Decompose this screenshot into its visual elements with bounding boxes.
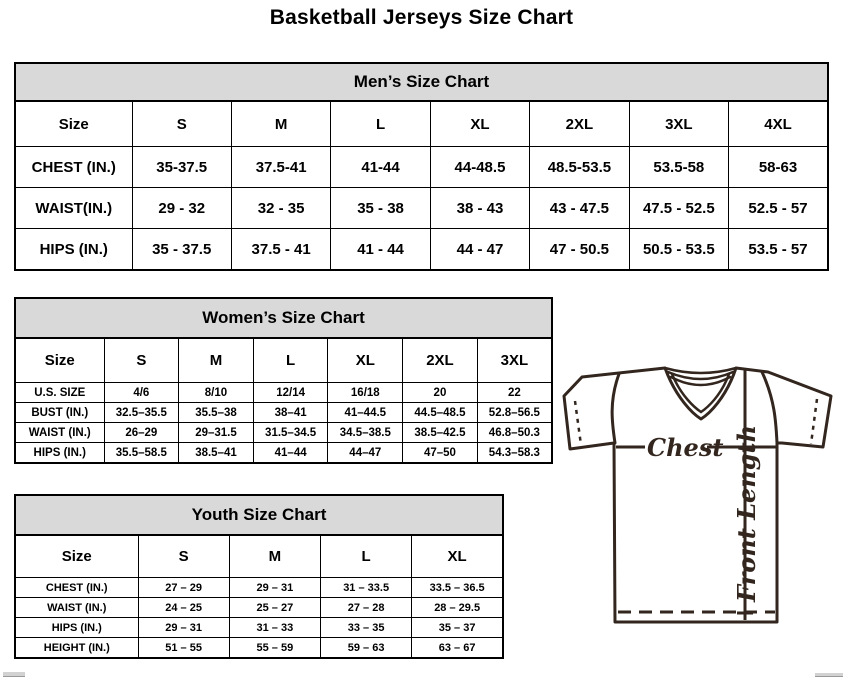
mens-value-cell: 48.5-53.5 — [530, 147, 629, 188]
cuff-stitch-left — [575, 401, 581, 445]
youth-size-header: Size — [15, 535, 138, 578]
mens-value-cell: 41 - 44 — [331, 229, 430, 271]
youth-value-cell: 33 – 35 — [321, 618, 412, 638]
womens-row-label: BUST (IN.) — [15, 403, 104, 423]
armhole-seam-right — [762, 372, 777, 443]
youth-value-cell: 28 – 29.5 — [412, 598, 503, 618]
mens-table-title: Men’s Size Chart — [15, 63, 828, 101]
youth-value-cell: 29 – 31 — [229, 578, 320, 598]
womens-value-cell: 35.5–38 — [179, 403, 254, 423]
youth-size-chart-table — [14, 494, 504, 659]
youth-row-label: HEIGHT (IN.) — [15, 638, 138, 659]
mens-value-cell: 44 - 47 — [430, 229, 529, 271]
womens-value-cell: 38.5–42.5 — [403, 423, 478, 443]
youth-table-title: Youth Size Chart — [15, 495, 503, 535]
mens-col-xl: XL — [430, 101, 529, 147]
womens-value-cell: 31.5–34.5 — [253, 423, 328, 443]
youth-col-l: L — [321, 535, 412, 578]
mens-col-l: L — [331, 101, 430, 147]
womens-value-cell: 26–29 — [104, 423, 179, 443]
youth-value-cell: 27 – 28 — [321, 598, 412, 618]
mens-row-label: HIPS (IN.) — [15, 229, 132, 271]
scrollbar-fragment-right[interactable] — [815, 673, 843, 677]
youth-value-cell: 25 – 27 — [229, 598, 320, 618]
mens-size-header: Size — [15, 101, 132, 147]
youth-value-cell: 55 – 59 — [229, 638, 320, 659]
womens-measurement-row — [15, 443, 552, 464]
womens-value-cell: 8/10 — [179, 383, 254, 403]
youth-value-cell: 31 – 33.5 — [321, 578, 412, 598]
youth-value-cell: 33.5 – 36.5 — [412, 578, 503, 598]
scrollbar-fragment-left[interactable] — [3, 672, 25, 677]
mens-col-3xl: 3XL — [629, 101, 728, 147]
youth-value-cell: 63 – 67 — [412, 638, 503, 659]
womens-col-xl: XL — [328, 338, 403, 383]
mens-col-m: M — [231, 101, 330, 147]
youth-value-cell: 59 – 63 — [321, 638, 412, 659]
jersey-measurement-diagram — [555, 355, 843, 645]
womens-value-cell: 47–50 — [403, 443, 478, 464]
mens-measurement-row — [15, 229, 828, 271]
womens-col-s: S — [104, 338, 179, 383]
youth-measurement-row — [15, 638, 503, 659]
mens-value-cell: 38 - 43 — [430, 188, 529, 229]
mens-value-cell: 53.5-58 — [629, 147, 728, 188]
armhole-seam-left — [612, 374, 619, 443]
womens-col-3xl: 3XL — [477, 338, 552, 383]
youth-measurement-row — [15, 598, 503, 618]
mens-value-cell: 29 - 32 — [132, 188, 231, 229]
womens-value-cell: 12/14 — [253, 383, 328, 403]
chest-label: Chest — [647, 433, 724, 462]
mens-value-cell: 47.5 - 52.5 — [629, 188, 728, 229]
jersey-outline — [564, 368, 831, 622]
womens-value-cell: 41–44.5 — [328, 403, 403, 423]
womens-value-cell: 52.8–56.5 — [477, 403, 552, 423]
mens-value-cell: 53.5 - 57 — [729, 229, 828, 271]
womens-value-cell: 32.5–35.5 — [104, 403, 179, 423]
mens-value-cell: 37.5-41 — [231, 147, 330, 188]
youth-value-cell: 29 – 31 — [138, 618, 229, 638]
mens-value-cell: 47 - 50.5 — [530, 229, 629, 271]
youth-value-cell: 27 – 29 — [138, 578, 229, 598]
youth-row-label: CHEST (IN.) — [15, 578, 138, 598]
youth-measurement-row — [15, 618, 503, 638]
womens-value-cell: 34.5–38.5 — [328, 423, 403, 443]
womens-col-2xl: 2XL — [403, 338, 478, 383]
womens-value-cell: 35.5–58.5 — [104, 443, 179, 464]
womens-row-label: WAIST (IN.) — [15, 423, 104, 443]
womens-value-cell: 54.3–58.3 — [477, 443, 552, 464]
youth-row-label: HIPS (IN.) — [15, 618, 138, 638]
mens-col-2xl: 2XL — [530, 101, 629, 147]
womens-col-l: L — [253, 338, 328, 383]
womens-value-cell: 22 — [477, 383, 552, 403]
mens-value-cell: 44-48.5 — [430, 147, 529, 188]
youth-value-cell: 35 – 37 — [412, 618, 503, 638]
youth-measurement-row — [15, 578, 503, 598]
womens-row-label: HIPS (IN.) — [15, 443, 104, 464]
womens-value-cell: 4/6 — [104, 383, 179, 403]
mens-value-cell: 52.5 - 57 — [729, 188, 828, 229]
womens-value-cell: 44–47 — [328, 443, 403, 464]
youth-value-cell: 51 – 55 — [138, 638, 229, 659]
womens-value-cell: 16/18 — [328, 383, 403, 403]
mens-value-cell: 37.5 - 41 — [231, 229, 330, 271]
youth-value-cell: 31 – 33 — [229, 618, 320, 638]
page-title: Basketball Jerseys Size Chart — [269, 6, 574, 29]
mens-value-cell: 43 - 47.5 — [530, 188, 629, 229]
womens-col-m: M — [179, 338, 254, 383]
mens-row-label: WAIST(IN.) — [15, 188, 132, 229]
mens-col-s: S — [132, 101, 231, 147]
womens-value-cell: 41–44 — [253, 443, 328, 464]
womens-value-cell: 29–31.5 — [179, 423, 254, 443]
mens-value-cell: 58-63 — [729, 147, 828, 188]
mens-value-cell: 50.5 - 53.5 — [629, 229, 728, 271]
youth-value-cell: 24 – 25 — [138, 598, 229, 618]
womens-value-cell: 38.5–41 — [179, 443, 254, 464]
mens-value-cell: 35 - 38 — [331, 188, 430, 229]
mens-value-cell: 35 - 37.5 — [132, 229, 231, 271]
womens-value-cell: 38–41 — [253, 403, 328, 423]
mens-value-cell: 32 - 35 — [231, 188, 330, 229]
mens-size-chart-table — [14, 62, 829, 271]
mens-col-4xl: 4XL — [729, 101, 828, 147]
youth-col-xl: XL — [412, 535, 503, 578]
womens-table-title: Women’s Size Chart — [15, 298, 552, 338]
mens-row-label: CHEST (IN.) — [15, 147, 132, 188]
womens-size-chart-table — [14, 297, 553, 464]
mens-value-cell: 41-44 — [331, 147, 430, 188]
womens-value-cell: 20 — [403, 383, 478, 403]
youth-col-m: M — [229, 535, 320, 578]
womens-value-cell: 44.5–48.5 — [403, 403, 478, 423]
womens-size-header: Size — [15, 338, 104, 383]
front-length-label: Front Length — [732, 424, 761, 602]
mens-measurement-row — [15, 147, 828, 188]
womens-measurement-row — [15, 403, 552, 423]
cuff-stitch-right — [811, 399, 817, 444]
womens-measurement-row — [15, 383, 552, 403]
youth-row-label: WAIST (IN.) — [15, 598, 138, 618]
womens-measurement-row — [15, 423, 552, 443]
womens-value-cell: 46.8–50.3 — [477, 423, 552, 443]
womens-row-label: U.S. SIZE — [15, 383, 104, 403]
mens-measurement-row — [15, 188, 828, 229]
youth-col-s: S — [138, 535, 229, 578]
mens-value-cell: 35-37.5 — [132, 147, 231, 188]
